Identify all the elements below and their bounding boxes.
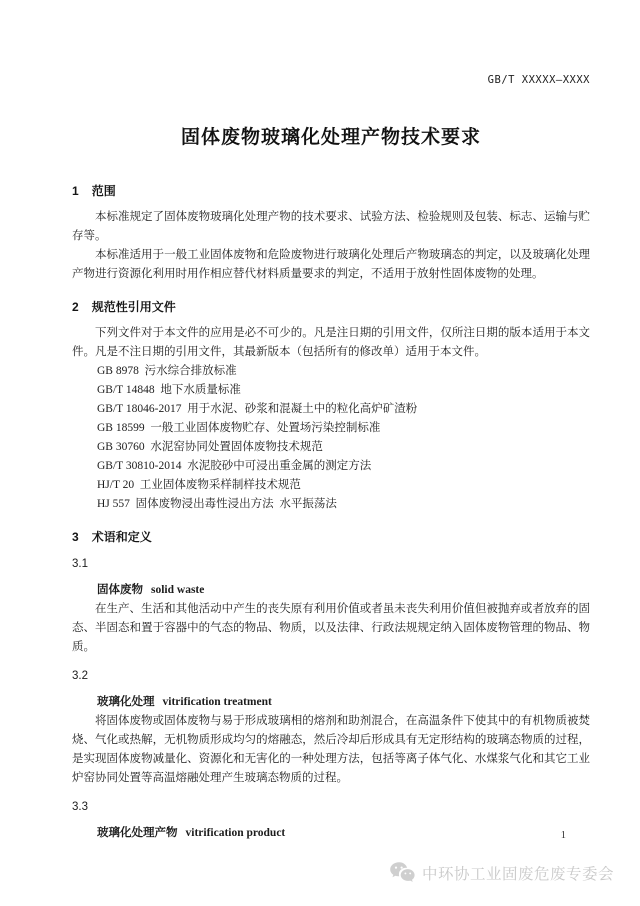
section-title: 术语和定义 — [91, 530, 152, 544]
term-entry-3-2 — [72, 670, 590, 788]
section-number: 2 — [72, 300, 79, 314]
reference-item: GB 18599 一般工业固体废物贮存、处置场污染控制标准 — [97, 422, 381, 434]
term-chinese: 玻璃化处理产物 — [97, 827, 178, 839]
term-number: 3.3 — [72, 801, 88, 813]
term-definition: 将固体废物或固体废物与易于形成玻璃相的熔剂和助剂混合，在高温条件下使其中的有机物质被焚烧、气化或热解，无机物质形成均匀的熔融态，然后冷却后形成具有无定形结构的玻璃态物质的过程，是实现固体废物减量化、资源化和无害化的一种处理方法，包括等离子体气化、水煤浆气化和其它工业炉窑协同处置等高温熔融处理产生玻璃态物质的过程。 — [72, 715, 590, 784]
section-number: 1 — [72, 184, 79, 198]
document-title: 固体废物玻璃化处理产物技术要求 — [180, 127, 481, 148]
paragraph: 本标准规定了固体废物玻璃化处理产物的技术要求、试验方法、检验规则及包装、标志、运输与贮存等。 — [72, 211, 590, 242]
reference-item: GB/T 30810-2014 水泥胶砂中可浸出重金属的测定方法 — [97, 460, 372, 472]
page-number: 1 — [560, 830, 566, 841]
standard-code-header: GB/T XXXXX—XXXX — [487, 74, 590, 86]
paragraph: 下列文件对于本文件的应用是必不可少的。凡是注日期的引用文件，仅所注日期的版本适用于本文件。凡是不注日期的引用文件，其最新版本（包括所有的修改单）适用于本文件。 — [72, 327, 590, 358]
term-heading — [97, 825, 590, 842]
section-2-body — [72, 324, 590, 514]
watermark-text: 中环协工业固废危废专委会 — [421, 866, 614, 883]
footer-watermark — [389, 861, 614, 885]
section-terms-definitions — [72, 528, 590, 842]
term-english: solid waste — [151, 584, 205, 596]
section-title: 规范性引用文件 — [91, 300, 176, 314]
section-3-heading — [72, 528, 590, 545]
section-normative-references — [72, 298, 590, 514]
term-heading — [97, 582, 590, 599]
term-chinese: 固体废物 — [97, 584, 143, 596]
reference-item: GB/T 14848 地下水质量标准 — [97, 384, 241, 396]
term-chinese: 玻璃化处理 — [97, 696, 155, 708]
section-scope — [72, 182, 590, 284]
term-english: vitrification treatment — [162, 696, 272, 708]
reference-item: GB 30760 水泥窑协同处置固体废物技术规范 — [97, 441, 323, 453]
term-heading — [97, 694, 590, 711]
term-number: 3.2 — [72, 670, 88, 682]
term-english: vitrification product — [185, 827, 286, 839]
term-definition: 在生产、生活和其他活动中产生的丧失原有利用价值或者虽未丧失利用价值但被抛弃或者放弃的固态、半固态和置于容器中的气态的物品、物质，以及法律、行政法规规定纳入固体废物管理的物品、物质。 — [72, 603, 590, 653]
section-number: 3 — [72, 530, 79, 544]
reference-item: HJ/T 20 工业固体废物采样制样技术规范 — [97, 479, 301, 491]
paragraph: 本标准适用于一般工业固体废物和危险废物进行玻璃化处理后产物玻璃态的判定，以及玻璃化处理产物进行资源化利用时用作相应替代材料质量要求的判定，不适用于放射性固体废物的处理。 — [72, 249, 590, 280]
section-2-heading — [72, 298, 590, 315]
section-1-heading — [72, 182, 590, 199]
term-entry-3-1 — [72, 558, 590, 657]
term-number: 3.1 — [72, 558, 88, 570]
reference-item: GB/T 18046-2017 用于水泥、砂浆和混凝土中的粒化高炉矿渣粉 — [97, 403, 418, 415]
reference-list — [72, 362, 590, 514]
wechat-icon — [389, 861, 417, 885]
term-entry-3-3 — [72, 801, 590, 842]
reference-item: HJ 557 固体废物浸出毒性浸出方法 水平振荡法 — [97, 498, 337, 510]
reference-item: GB 8978 污水综合排放标准 — [97, 365, 237, 377]
section-1-body — [72, 208, 590, 284]
section-title: 范围 — [91, 184, 116, 198]
